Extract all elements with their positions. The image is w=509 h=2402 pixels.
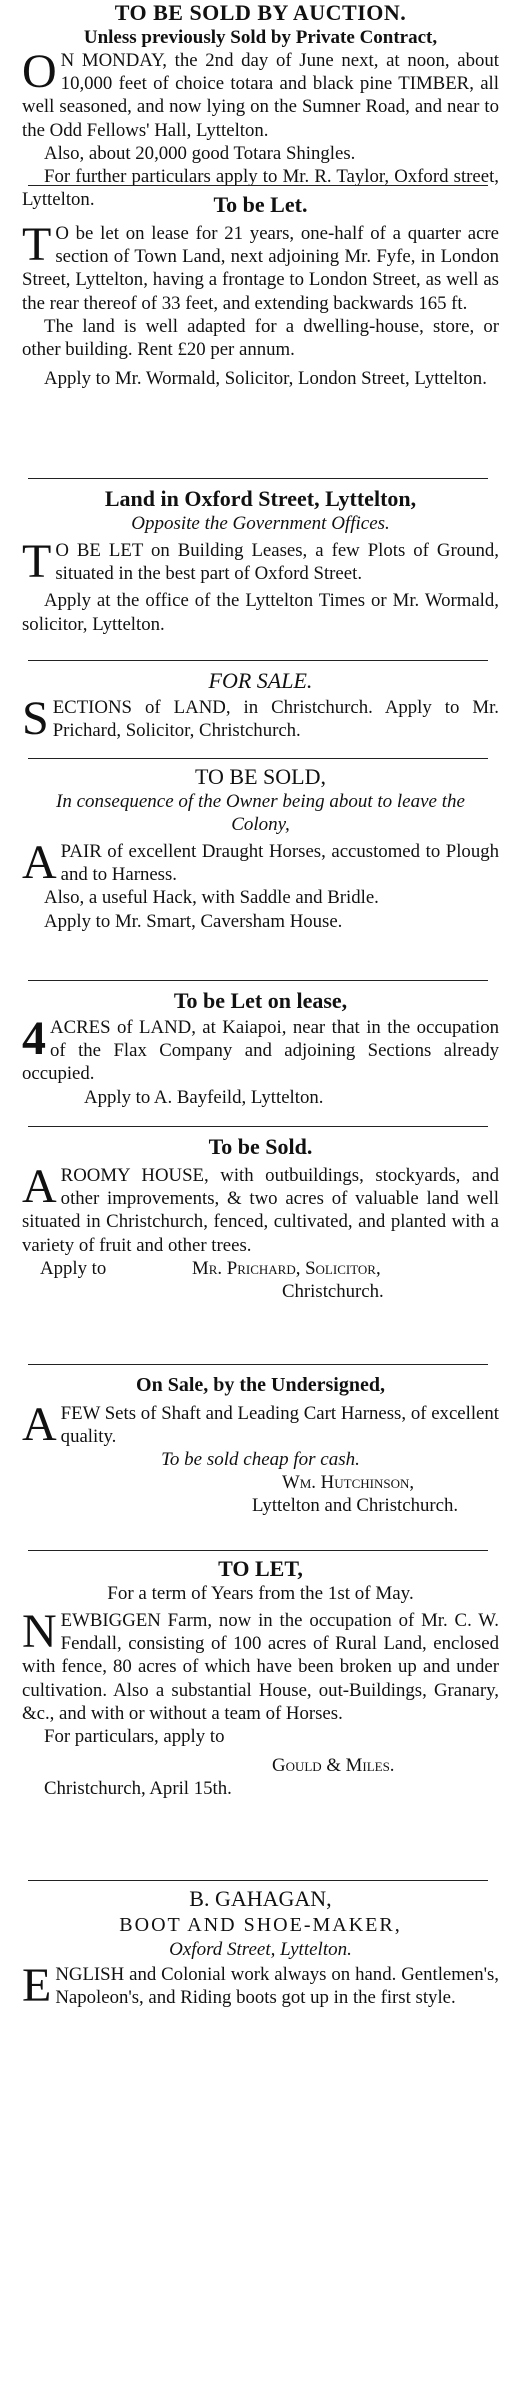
ad-address: Oxford Street, Lyttelton. xyxy=(169,1939,352,1960)
ad-body: SECTIONS of LAND, in Christchurch. Apply to Mr. Prichard, Solicitor, Christchurch. xyxy=(22,692,499,745)
signature-place: Christchurch. xyxy=(282,1280,384,1302)
ad-line: Christchurch, April 15th. xyxy=(44,1778,232,1800)
divider xyxy=(28,1880,488,1881)
drop-cap: 4 xyxy=(22,1012,46,1065)
ad-heading: Land in Oxford Street, Lyttelton, xyxy=(104,486,417,511)
ad-roomy-house xyxy=(22,1134,499,1303)
ad-subheading: For a term of Years from the 1st of May. xyxy=(107,1583,414,1604)
ad-heading: TO LET, xyxy=(218,1556,303,1581)
divider xyxy=(28,758,488,759)
ad-line: To be sold cheap for cash. xyxy=(161,1449,360,1471)
drop-cap: A xyxy=(22,1160,57,1213)
signature-name: Gould & Miles. xyxy=(272,1755,395,1777)
ad-gahagan xyxy=(22,1886,499,2012)
ad-line: Apply to xyxy=(40,1257,107,1279)
ad-farm-to-let xyxy=(22,1556,499,1800)
signature-block xyxy=(22,1257,499,1303)
drop-cap: T xyxy=(22,535,52,588)
ad-heading: TO BE SOLD BY AUCTION. xyxy=(114,0,407,25)
signature-place: Lyttelton and Christchurch. xyxy=(252,1495,459,1517)
ad-subheading: Opposite the Government Offices. xyxy=(131,513,390,534)
ad-line: For particulars, apply to xyxy=(44,1726,225,1748)
ad-subheading: Unless previously Sold by Private Contract, xyxy=(83,27,438,48)
signature-name: Wm. Hutchinson, xyxy=(282,1472,415,1494)
ad-for-sale xyxy=(22,668,499,745)
ad-line: Also, a useful Hack, with Saddle and Bridle. xyxy=(44,887,379,909)
ad-line: Apply to Mr. Wormald, Solicitor, London Street, Lyttelton. xyxy=(44,368,487,390)
ad-body: APAIR of excellent Draught Horses, accustomed to Plough and to Harness. xyxy=(22,836,499,889)
ad-body: O N MONDAY, the 2nd day of June next, at noon, about 10,000 feet of choice totara and black pine TIMBER, all well seasoned, and now lying on the Sumner Road, and near to the Odd Fellows' Hall, Lyttelton. xyxy=(22,45,499,141)
ad-to-be-let xyxy=(22,192,499,390)
ad-line: Apply to A. Bayfeild, Lyttelton. xyxy=(84,1086,324,1108)
ad-heading: FOR SALE. xyxy=(208,668,313,693)
divider xyxy=(28,980,488,981)
ad-line: Apply to Mr. Smart, Caversham House. xyxy=(44,910,343,932)
drop-cap: A xyxy=(22,1398,57,1451)
ad-line: The land is well adapted for a dwelling-house, store, or other building. Rent £20 per annum. xyxy=(22,315,499,361)
ad-harness xyxy=(22,1372,499,1517)
ad-horses xyxy=(22,764,499,933)
ad-subheading: In consequence of the Owner being about to leave the Colony, xyxy=(56,791,465,835)
ad-heading: B. GAHAGAN, xyxy=(189,1886,332,1911)
ad-line: Also, about 20,000 good Totara Shingles. xyxy=(44,142,356,164)
divider xyxy=(28,660,488,661)
drop-cap: N xyxy=(22,1605,57,1658)
ad-heading: On Sale, by the Undersigned, xyxy=(136,1374,385,1396)
ad-heading: To be Let. xyxy=(213,192,308,217)
drop-cap: A xyxy=(22,836,57,889)
ad-line: For further particulars apply to Mr. R. Taylor, Oxford street, Lyttelton. xyxy=(22,166,499,211)
ad-oxford-street xyxy=(22,486,499,636)
ad-heading: To be Let on lease, xyxy=(173,988,348,1013)
divider xyxy=(28,1364,488,1365)
divider xyxy=(28,1550,488,1551)
divider xyxy=(28,478,488,479)
divider xyxy=(28,1126,488,1127)
ad-body: 4 ACRES of LAND, at Kaiapoi, near that in the occupation of the Flax Company and adjoining Sections already occupied. xyxy=(22,1012,499,1085)
ad-body: T O be let on lease for 21 years, one-half of a quarter acre section of Town Land, next adjoining Mr. Fyfe, in London Street, Lyttelton, having a frontage to London Street, as well as the rear thereof of 33 feet, and extending backwards 165 ft. xyxy=(22,218,499,314)
drop-cap: S xyxy=(22,692,49,745)
ad-body: AROOMY HOUSE, with outbuildings, stockyards, and other improvements, & two acres of valuable land well situated in Christchurch, fenced, cultivated, and planted with a variety of fruit and other trees. xyxy=(22,1160,499,1256)
ad-body: T O BE LET on Building Leases, a few Plots of Ground, situated in the best part of Oxford Street. xyxy=(22,535,499,588)
ad-body: AFEW Sets of Shaft and Leading Cart Harness, of excellent quality. xyxy=(22,1398,499,1451)
signature-name: Mr. Prichard, Solicitor, xyxy=(192,1257,381,1279)
ad-body: NEWBIGGEN Farm, now in the occupation of Mr. C. W. Fendall, consisting of 100 acres of Rural Land, enclosed with fence, 80 acres of which have been broken up and under cultivation. Also a substantial House, out-Buildings, Granary, &c., and with or without a team of Horses. xyxy=(22,1605,499,1724)
ad-auction xyxy=(22,0,499,211)
ad-heading: TO BE SOLD, xyxy=(195,764,326,789)
ad-subheading: BOOT AND SHOE-MAKER, xyxy=(119,1914,402,1936)
ad-kaiapoi xyxy=(22,988,499,1109)
ad-heading: To be Sold. xyxy=(208,1134,313,1159)
ad-line: Apply at the office of the Lyttelton Times or Mr. Wormald, solicitor, Lyttelton. xyxy=(22,590,499,635)
drop-cap: O xyxy=(22,45,57,98)
drop-cap: T xyxy=(22,218,52,271)
divider xyxy=(28,185,488,186)
ad-body: ENGLISH and Colonial work always on hand. Gentlemen's, Napoleon's, and Riding boots got up in the first style. xyxy=(22,1959,499,2012)
drop-cap: E xyxy=(22,1959,52,2012)
